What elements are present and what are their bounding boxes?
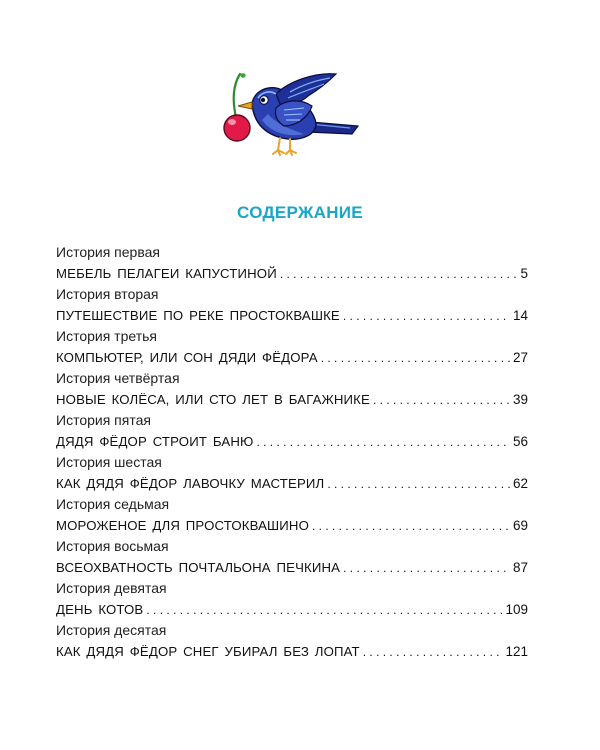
story-number: История девятая [56, 580, 167, 596]
toc-entry-3[interactable] [56, 326, 528, 368]
dot-leader [343, 558, 510, 579]
story-line [56, 263, 528, 284]
story-title: ПУТЕШЕСТВИЕ ПО РЕКЕ ПРОСТОКВАШКЕ [56, 308, 340, 323]
toc-entry-7[interactable] [56, 494, 528, 536]
toc-entry-8[interactable] [56, 536, 528, 578]
page-number: 56 [512, 434, 528, 449]
toc-entry-6[interactable] [56, 452, 528, 494]
page-number: 14 [512, 308, 528, 323]
toc-list [56, 242, 528, 662]
story-title: КОМПЬЮТЕР, ИЛИ СОН ДЯДИ ФЁДОРА [56, 350, 318, 365]
page-number: 62 [512, 476, 528, 491]
page-number: 87 [512, 560, 528, 575]
dot-leader [363, 642, 503, 663]
dot-leader [327, 474, 510, 495]
page-number: 109 [505, 602, 528, 617]
story-line [56, 389, 528, 410]
story-number: История вторая [56, 286, 159, 302]
page-number: 27 [512, 350, 528, 365]
dot-leader [280, 264, 518, 285]
dot-leader [373, 390, 510, 411]
story-line [56, 515, 528, 536]
story-number: История шестая [56, 454, 162, 470]
toc-entry-4[interactable] [56, 368, 528, 410]
toc-title: СОДЕРЖАНИЕ [237, 203, 363, 222]
page-number: 69 [512, 518, 528, 533]
story-title: КАК ДЯДЯ ФЁДОР ЛАВОЧКУ МАСТЕРИЛ [56, 476, 325, 491]
toc-entry-10[interactable] [56, 620, 528, 662]
story-line [56, 641, 528, 662]
dot-leader [146, 600, 502, 621]
bird-with-cherry-icon [218, 68, 364, 160]
story-number: История седьмая [56, 496, 170, 512]
story-title: МЕБЕЛЬ ПЕЛАГЕИ КАПУСТИНОЙ [56, 266, 277, 281]
story-line [56, 431, 528, 452]
story-number: История третья [56, 328, 157, 344]
story-title: КАК ДЯДЯ ФЁДОР СНЕГ УБИРАЛ БЕЗ ЛОПАТ [56, 644, 360, 659]
story-line [56, 557, 528, 578]
story-number: История четвёртая [56, 370, 180, 386]
story-line [56, 599, 528, 620]
page-number: 5 [520, 266, 528, 281]
story-title: ДЕНЬ КОТОВ [56, 602, 144, 617]
story-number: История пятая [56, 412, 151, 428]
story-line [56, 347, 528, 368]
story-title: МОРОЖЕНОЕ ДЛЯ ПРОСТОКВАШИНО [56, 518, 309, 533]
page-number: 39 [512, 392, 528, 407]
story-number: История первая [56, 244, 160, 260]
story-number: История восьмая [56, 538, 169, 554]
story-line [56, 473, 528, 494]
story-line [56, 305, 528, 326]
story-title: ВСЕОХВАТНОСТЬ ПОЧТАЛЬОНА ПЕЧКИНА [56, 560, 341, 575]
toc-entry-5[interactable] [56, 410, 528, 452]
toc-entry-9[interactable] [56, 578, 528, 620]
dot-leader [321, 348, 510, 369]
toc-entry-1[interactable] [56, 242, 528, 284]
dot-leader [312, 516, 510, 537]
story-title: НОВЫЕ КОЛЁСА, ИЛИ СТО ЛЕТ В БАГАЖНИКЕ [56, 392, 370, 407]
story-number: История десятая [56, 622, 167, 638]
dot-leader [256, 432, 510, 453]
toc-entry-2[interactable] [56, 284, 528, 326]
page-number: 121 [505, 644, 528, 659]
dot-leader [343, 306, 510, 327]
story-title: ДЯДЯ ФЁДОР СТРОИТ БАНЮ [56, 434, 254, 449]
